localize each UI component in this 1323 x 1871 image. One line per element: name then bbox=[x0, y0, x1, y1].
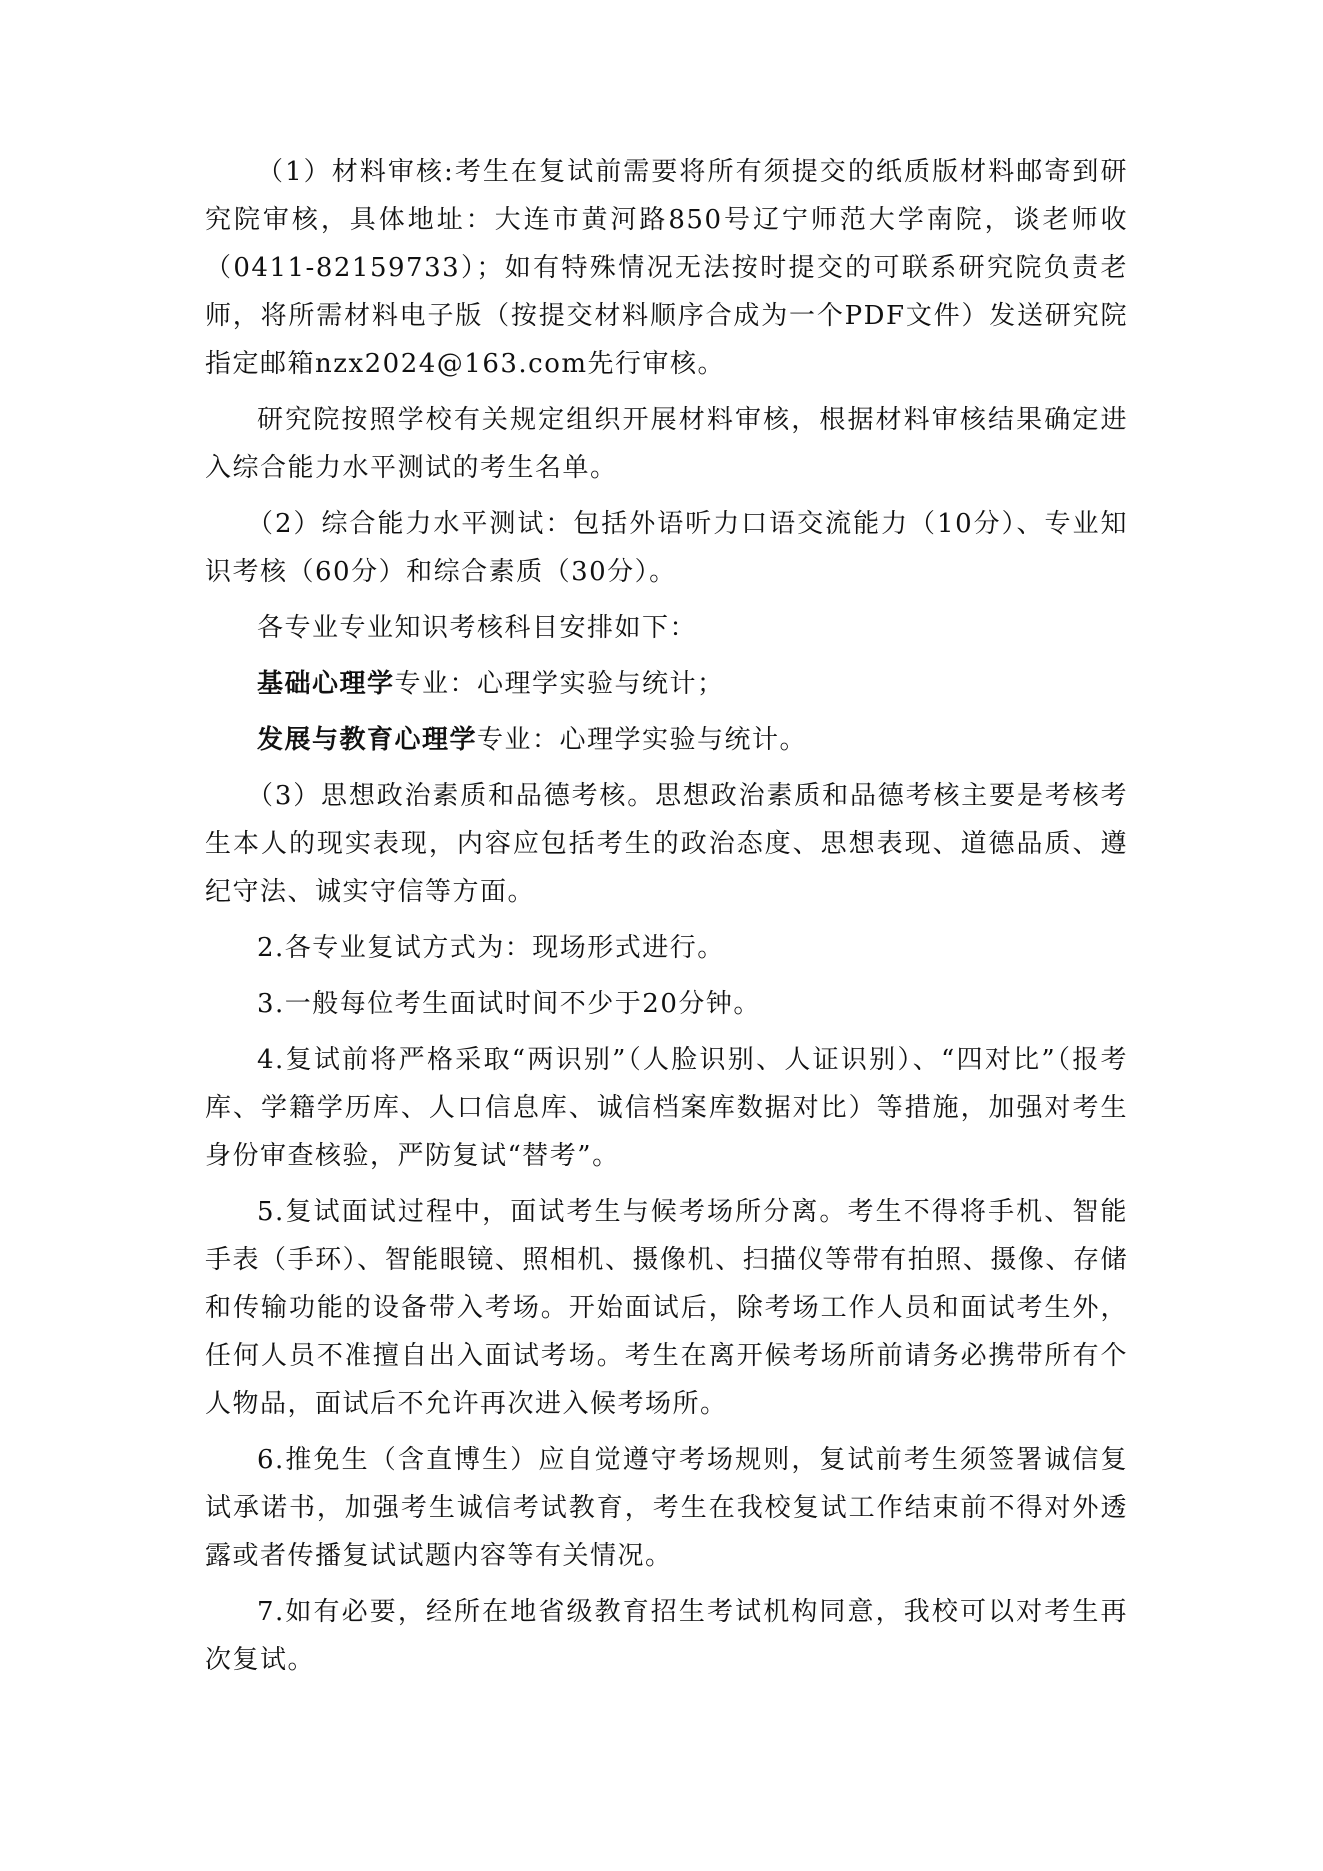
document-body bbox=[205, 148, 1128, 1684]
paragraph-retest-method: 2.各专业复试方式为：现场形式进行。 bbox=[257, 933, 725, 963]
paragraph-subject-arrangement: 各专业专业知识考核科目安排如下： bbox=[257, 613, 698, 643]
major-subject-basic-psychology: 专业：心理学实验与统计； bbox=[394, 669, 725, 699]
major-subject-developmental-psychology: 专业：心理学实验与统计。 bbox=[477, 725, 808, 755]
paragraph-re-examination: 7.如有必要，经所在地省级教育招生考试机构同意，我校可以对考生再次复试。 bbox=[205, 1597, 1128, 1675]
paragraph-material-review: （1）材料审核:考生在复试前需要将所有须提交的纸质版材料邮寄到研究院审核，具体地址：大连市黄河路850号辽宁师范大学南院，谈老师收（0411-82159733）；如有特殊情况无法按时提交的可联系研究院负责老师，将所需材料电子版（按提交材料顺序合成为一个PDF文件）发送研究院指定邮箱nzx2024@163.com先行审核。 bbox=[205, 157, 1128, 379]
paragraph-interview-rules: 5.复试面试过程中，面试考生与候考场所分离。考生不得将手机、智能手表（手环）、智能眼镜、照相机、摄像机、扫描仪等带有拍照、摄像、存储和传输功能的设备带入考场。开始面试后，除考场工作人员和面试考生外，任何人员不准擅自出入面试考场。考生在离开候考场所前请务必携带所有个人物品，面试后不允许再次进入候考场所。 bbox=[205, 1197, 1128, 1419]
paragraph-developmental-psychology bbox=[205, 716, 1128, 764]
paragraph-identity-verification: 4.复试前将严格采取“两识别”（人脸识别、人证识别）、“四对比”（报考库、学籍学历库、人口信息库、诚信档案库数据对比）等措施，加强对考生身份审查核验，严防复试“替考”。 bbox=[205, 1045, 1128, 1171]
major-name-developmental-psychology: 发展与教育心理学 bbox=[257, 725, 478, 755]
paragraph-interview-duration: 3.一般每位考生面试时间不少于20分钟。 bbox=[257, 989, 761, 1019]
paragraph-integrity-commitment: 6.推免生（含直博生）应自觉遵守考场规则，复试前考生须签署诚信复试承诺书，加强考生诚信考试教育，考生在我校复试工作结束前不得对外透露或者传播复试试题内容等有关情况。 bbox=[205, 1445, 1128, 1571]
paragraph-ability-test: （2）综合能力水平测试：包括外语听力口语交流能力（10分）、专业知识考核（60分）和综合素质（30分）。 bbox=[205, 509, 1128, 587]
paragraph-political-assessment: （3）思想政治素质和品德考核。思想政治素质和品德考核主要是考核考生本人的现实表现，内容应包括考生的政治态度、思想表现、道德品质、遵纪守法、诚实守信等方面。 bbox=[205, 781, 1128, 907]
paragraph-basic-psychology bbox=[205, 660, 1128, 708]
paragraph-review-result: 研究院按照学校有关规定组织开展材料审核，根据材料审核结果确定进入综合能力水平测试的考生名单。 bbox=[205, 405, 1128, 483]
major-name-basic-psychology: 基础心理学 bbox=[257, 669, 395, 699]
